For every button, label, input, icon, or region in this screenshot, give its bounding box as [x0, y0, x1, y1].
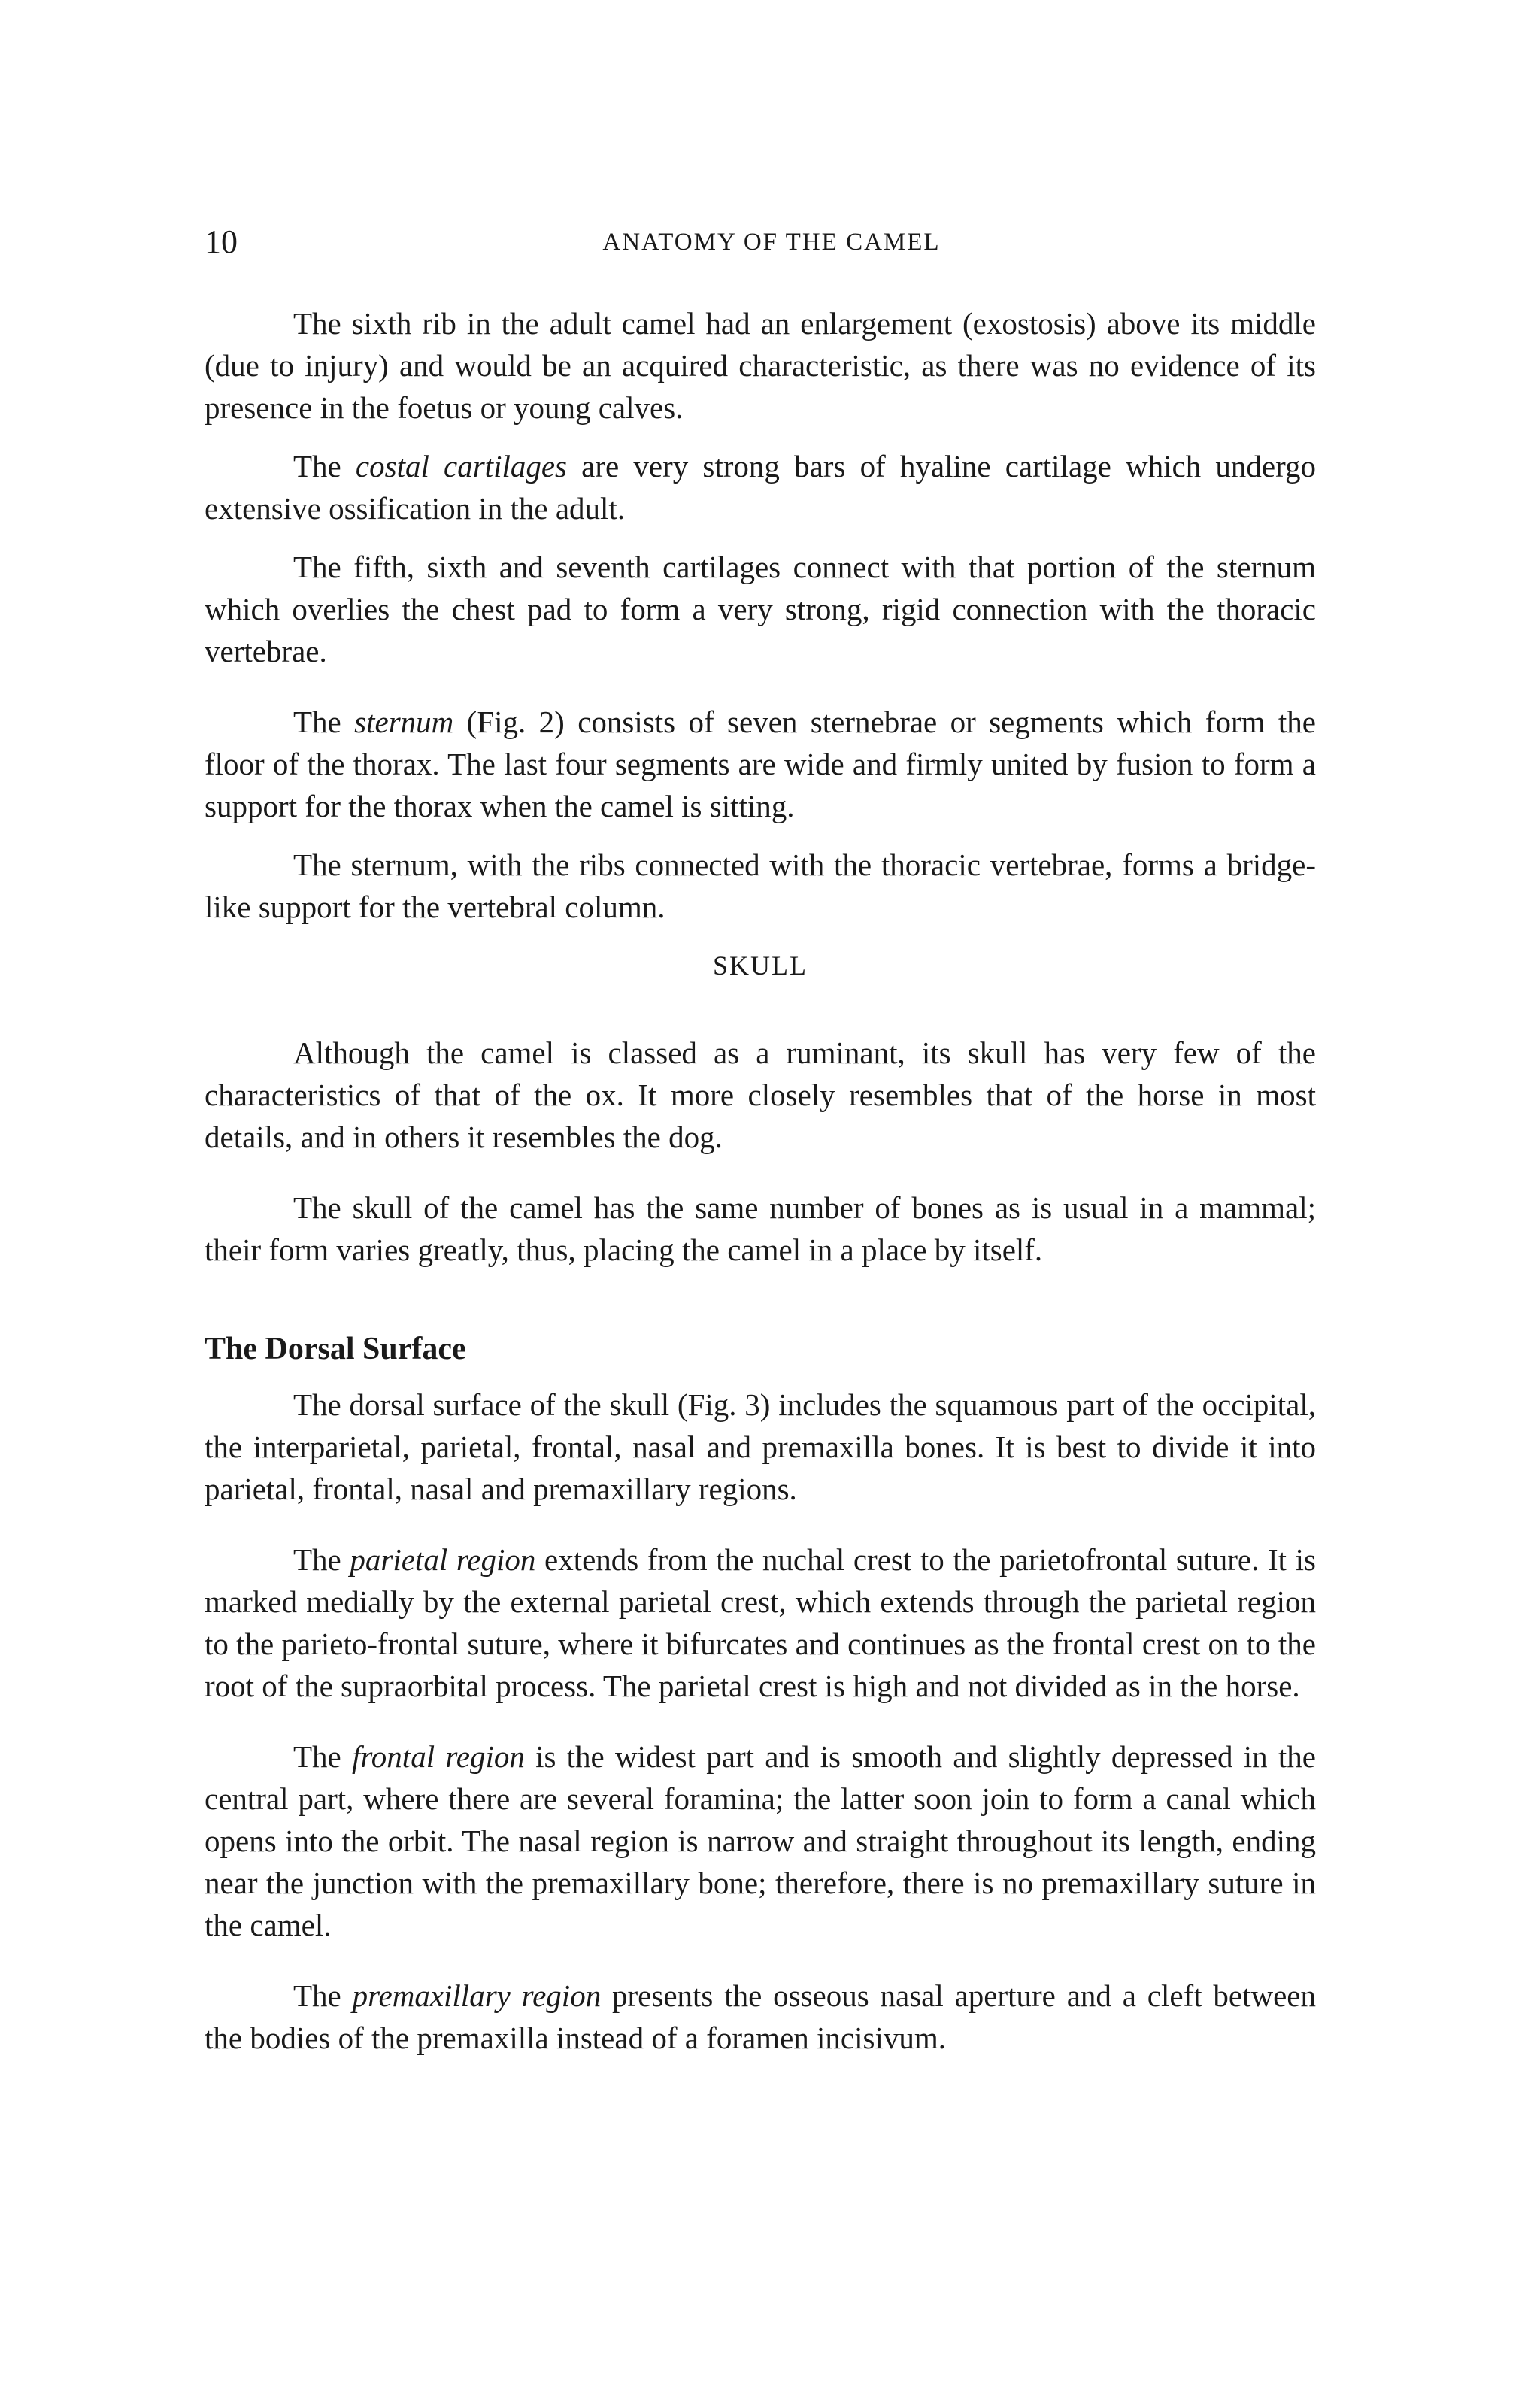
paragraph-skull-bones: The skull of the camel has the same number of bones as is usual in a mammal; their form varies greatly, thus, placing the camel in a place by itself. [205, 1190, 1316, 1267]
body-text [205, 302, 1316, 2059]
running-head [205, 220, 1316, 265]
paragraph-text: The [293, 1978, 353, 2013]
paragraph-text: presents the osseous nasal aperture and a cleft between the bodies of the premaxilla instead of a foramen incisivum. [205, 1978, 1317, 2055]
paragraph-text: The [293, 1542, 350, 1577]
italic-term-premaxillary-region: premaxillary region [352, 1978, 602, 2013]
paragraph-parietal-region [205, 1538, 1316, 1707]
page-number: 10 [205, 223, 238, 260]
paragraph-text: is the widest part and is smooth and slightly depressed in the central part, where there are several foramina; the latter soon join to form a canal which opens into the orbit. The nasal region is narrow and straight throughout its length, ending near the junction with the premaxillary bone; therefore, there is no premaxillary suture in the camel. [205, 1739, 1316, 1942]
paragraph-sternum [205, 701, 1316, 827]
paragraph-skull-ruminant: Although the camel is classed as a ruminant, its skull has very few of the characteristics of that of the ox. It more closely resembles that of the horse in most details, and in others it resembles the dog. [205, 1035, 1316, 1154]
italic-term-frontal-region: frontal region [351, 1739, 525, 1774]
paragraph-text: The [293, 1739, 352, 1774]
paragraph-premaxillary-region [205, 1975, 1316, 2059]
paragraph-costal-cartilages [205, 445, 1316, 529]
paragraph-frontal-region [205, 1736, 1316, 1946]
paragraph-text: (Fig. 2) consists of seven sternebrae or segments which form the floor of the thorax. The last four segments are wide and firmly united by fusion to form a support for the thorax when the camel is sitting. [205, 705, 1316, 823]
section-heading-skull: SKULL [713, 950, 808, 981]
paragraph-cartilages-connect: The fifth, sixth and seventh cartilages connect with that portion of the sternum which overlies the chest pad to form a very strong, rigid connection with the thoracic vertebrae. [205, 550, 1316, 668]
italic-term-parietal-region: parietal region [350, 1542, 536, 1577]
sub-heading-dorsal-surface: The Dorsal Surface [205, 1332, 466, 1366]
paragraph-text: The [293, 449, 356, 484]
paragraph-text: The [293, 705, 355, 739]
italic-term-sternum: sternum [354, 705, 454, 739]
paragraph-sternum-bridge: The sternum, with the ribs connected with the thoracic vertebrae, forms a bridge-like support for the vertebral column. [205, 847, 1316, 924]
paragraph-sixth-rib: The sixth rib in the adult camel had an enlargement (exostosis) above its middle (due to injury) and would be an acquired characteristic, as there was no evidence of its presence in the foetus or young calves. [205, 306, 1316, 425]
paragraph-dorsal-surface: The dorsal surface of the skull (Fig. 3) includes the squamous part of the occipital, the interparietal, parietal, frontal, nasal and premaxilla bones. It is best to divide it into parietal, frontal, nasal and premaxillary regions. [205, 1387, 1316, 1506]
running-title: ANATOMY OF THE CAMEL [602, 229, 941, 256]
paragraph-text: extends from the nuchal crest to the parietofrontal suture. It is marked medially by the external parietal crest, which extends through the parietal region to the parieto-frontal suture, where it bifurcates and continues as the frontal crest on to the root of the supraorbital process. The parietal crest is high and not divided as in the horse. [205, 1542, 1316, 1703]
paragraph-text: are very strong bars of hyaline cartilage which undergo extensive ossification in the adult. [205, 449, 1317, 526]
italic-term-costal-cartilages: costal cartilages [355, 449, 568, 484]
